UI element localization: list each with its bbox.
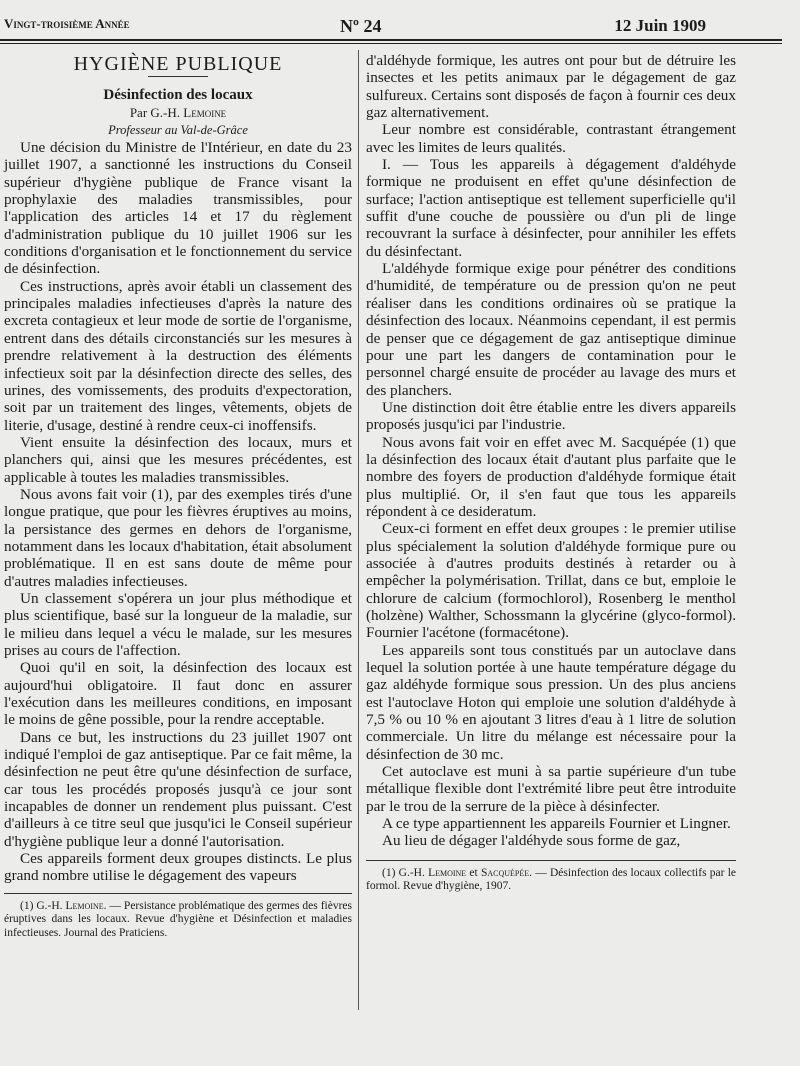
right-paragraph-1: d'aldéhyde formique, les autres ont pour but de détruire les insectes et les petits animaux par le dégagement de gaz sulfureux. Certains sont disposés de façon à fournir ces deux gaz alternativement. [366,52,736,122]
right-column [366,52,736,894]
footnote-right-author-1: Lemoine [428,866,467,879]
right-paragraph-8: Les appareils sont tous constitués par un autoclave dans lequel la solution portée à une haute température dégage du gaz aldéhyde formique sous pression. Un des plus anciens est l'autoclave Hoton qui emploie une solution d'aldéhyde à 7,5 % ou 10 % en ajoutant 3 litres d'eau à 1 litre de solution commerciale. Un litre du mélange est nécessaire pour la désinfection de 30 mc. [366,641,736,763]
footnote-right [366,867,736,894]
volume-year: Vingt-troisième Année [4,16,130,31]
right-paragraph-6: Nous avons fait voir en effet avec M. Sacquépée (1) que la désinfection des locaux était d'autant plus parfaite que le nombre des foyers de production d'aldéhyde formique était plus multiplié. Or, il s'en faut que tous les appareils répondent à ce desideratum. [366,433,736,520]
header-rule [0,39,782,44]
right-paragraph-5: Une distinction doit être établie entre les divers appareils proposés jusqu'ici par l'industrie. [366,398,736,434]
left-paragraph-1: Une décision du Ministre de l'Intérieur, en date du 23 juillet 1907, a sanctionné les instructions du Conseil supérieur d'hygiène publique de France visant la prophylaxie des maladies transmissibles, pour l'application des articles 14 et 17 du règlement d'administration publique du 10 juillet 1906 sur les conditions d'organisation et le fonctionnement du service de désinfection. [4,139,352,278]
footnote-rule-left [4,893,352,894]
right-paragraph-10: A ce type appartiennent les appareils Fournier et Lingner. [382,815,731,833]
right-paragraph-7: Ceux-ci forment en effet deux groupes : le premier utilise plus spécialement la solution d'aldéhyde formique pure ou associée à d'autres produits destinés à retarder ou à empêcher la polymérisation. Trillat, dans ce but, emploie le chlorure de calcium (formochlorol), Rosenberg le menthol (holzène) Walther, Schossmann la glycérine (glyco-formol). Fournier l'acétone (formacétone). [366,520,736,642]
left-paragraph-4: Nous avons fait voir (1), par des exemples tirés d'une longue pratique, que pour les fièvres éruptives au moins, la persistance des germes en dehors de l'organisme, notamment dans les locaux d'habitation, était absolument problématique. Il en est sans doute de même pour d'autres maladies infectieuses. [4,485,352,590]
issue-date: 12 Juin 1909 [614,16,706,35]
footnote-right-text: . — Désinfection des locaux collectifs par le formol. Revue d'hygiène, 1907. [366,866,736,893]
author-affiliation: Professeur au Val-de-Grâce [108,122,248,137]
article-byline [4,104,352,121]
footnote-right-marker: (1) G.-H. [382,866,429,879]
footnote-right-connector: et [466,866,481,879]
left-paragraph-3: Vient ensuite la désinfection des locaux, murs et planchers qui, ainsi que les mesures précédentes, est applicable à toutes les maladies transmissibles. [4,433,352,486]
footnote-right-author-2: Sacquépée [480,866,530,879]
column-divider [358,50,359,1010]
footnote-left-marker: (1) G.-H. [20,899,66,912]
right-paragraph-3: I. — Tous les appareils à dégagement d'aldéhyde formique ne produisent en effet qu'une désinfection de surface; l'action antiseptique est tellement superficielle qu'il suffit d'une couche de poussière ou d'un pli de linge recouvrant la surface à désinfecter, pour annihiler les effets du désinfectant. [366,156,736,260]
right-paragraph-4: L'aldéhyde formique exige pour pénétrer des conditions d'humidité, de température ou de pression qu'on ne peut réaliser dans les conditions ordinaires où se pratique la désinfection des locaux. Néanmoins cependant, il est permis de penser que ce dégagement de gaz antiseptique diminue pour une part les dangers de contamination pour le personnel chargé ensuite de procéder au lavage des murs et des planchers. [366,260,736,399]
footnote-left-author: Lemoine [65,899,104,912]
left-paragraph-8: Ces appareils forment deux groupes distincts. Le plus grand nombre utilise le dégagement des vapeurs [4,850,352,885]
byline-author: Lemoine [183,105,227,121]
footnote-left-text: . — Persistance problématique des germes des fièvres éruptives dans les locaux. Revue d'hygiène et Désinfection et maladies infectieuses. Journal des Praticiens. [4,899,353,939]
right-paragraph-9: Cet autoclave est muni à sa partie supérieure d'un tube métallique flexible dont l'extrémité libre peut être introduite par le trou de la serrure de la pièce à désinfecter. [366,763,736,815]
section-title: HYGIÈNE PUBLIQUE [73,53,283,75]
article-title: Désinfection des locaux [103,87,253,103]
left-column [4,52,352,940]
left-paragraph-6: Quoi qu'il en soit, la désinfection des locaux est aujourd'hui obligatoire. Il faut donc en assurer l'exécution dans les meilleures conditions, en imposant le moins de gêne possible, pour la rendre acceptable. [4,659,352,729]
page-header [0,14,800,38]
footnote-rule-right [366,860,736,861]
issue-number: Nº 24 [340,16,382,36]
left-paragraph-2: Ces instructions, après avoir établi un classement des principales maladies infectieuses d'après la nature des excreta contagieux et leur mode de sortie de l'organisme, entrent dans des détails circonstanciés sur les mesures à prendre relativement à la destruction des éléments infectieux soit par la désinfection directe des selles, des urines, des vomissements, des produits d'expectoration, soit par un traitement des linges, vêtements, objets de literie, d'usage, destiné à rendre ceux-ci inoffensifs. [4,277,352,434]
left-paragraph-5: Un classement s'opérera un jour plus méthodique et plus scientifique, basé sur la longueur de la maladie, sur le milieu dans lequel a vécu le malade, sur les mesures prises au cours de l'affection. [4,589,352,659]
right-paragraph-2: Leur nombre est considérable, contrastant étrangement avec les limites de leurs qualités. [366,121,736,156]
byline-prefix: Par G.-H. [129,105,184,121]
left-paragraph-7: Dans ce but, les instructions du 23 juillet 1907 ont indiqué l'emploi de gaz antiseptique. Par ce fait même, la désinfection ne peut être qu'une désinfection de surface, car tous les procédés proposés jusqu'à ce jour sont incapables de donner un rendement plus puissant. C'est d'ailleurs à ce titre seul que jusqu'ici le Conseil supérieur d'hygiène publique leur a donné l'autorisation. [4,728,352,850]
footnote-left [4,900,352,941]
section-title-rule [148,76,208,77]
right-paragraph-11: Au lieu de dégager l'aldéhyde sous forme de gaz, [382,832,681,850]
